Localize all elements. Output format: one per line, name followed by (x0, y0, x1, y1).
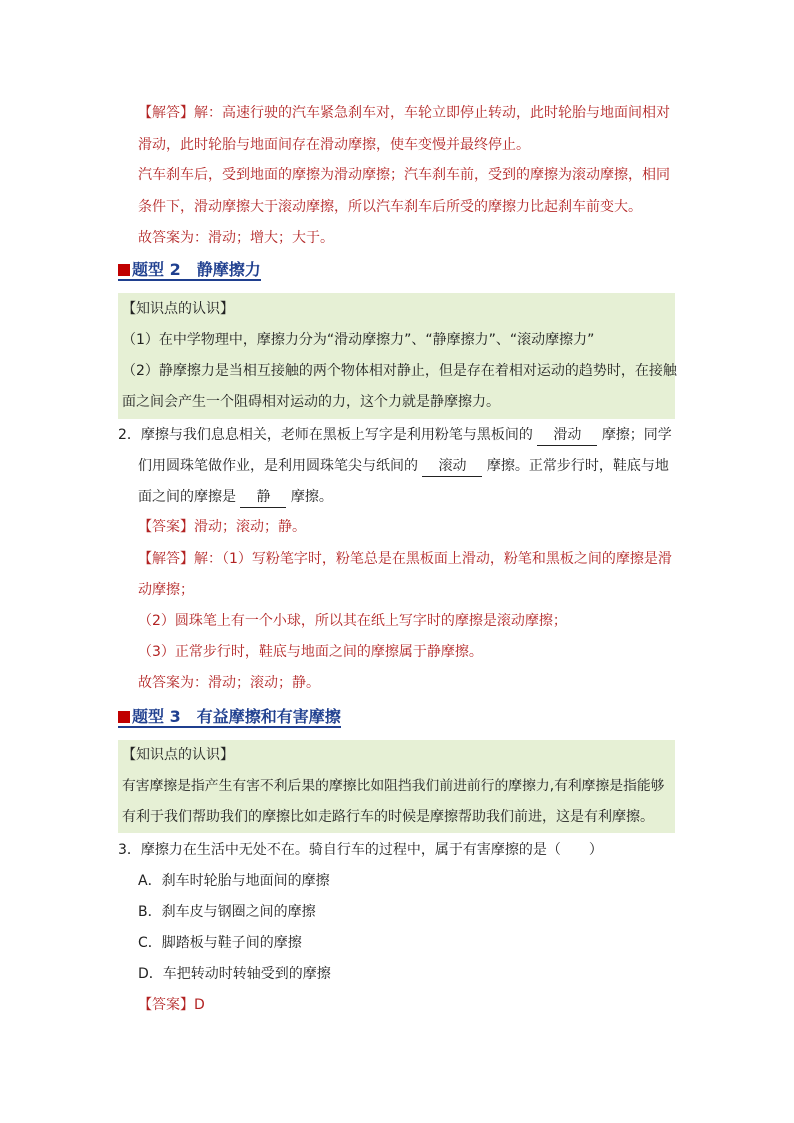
section-title-2: 题型 2 静摩擦力 (132, 260, 261, 279)
option-b: B．刹车皮与钢圈之间的摩擦 (138, 904, 316, 920)
solution-line-4: （3）正常步行时，鞋底与地面之间的摩擦属于静摩擦。 (138, 644, 483, 660)
heading-underline (118, 279, 261, 281)
solution-conclusion: 故答案为：滑动；滚动；静。 (138, 675, 320, 691)
question-text: 们用圆珠笔做作业，是利用圆珠笔尖与纸间的 (138, 458, 418, 474)
knowledge-line-1: （1）在中学物理中，摩擦力分为“滑动摩擦力”、“静摩擦力”、“滚动摩擦力” (122, 332, 595, 348)
answer-blank-1: 滑动 (537, 425, 597, 446)
knowledge-box-3 (118, 740, 675, 833)
solution-line-3: 汽车刹车后，受到地面的摩擦为滑动摩擦；汽车刹车前，受到的摩擦为滚动摩擦，相同 (138, 167, 670, 183)
question-text: 2．摩擦与我们息息相关，老师在黑板上写字是利用粉笔与黑板间的 (118, 427, 533, 443)
question-text: 摩擦。正常步行时，鞋底与地 (486, 458, 669, 474)
heading-marker-icon (118, 264, 130, 276)
section-title-3: 题型 3 有益摩擦和有害摩擦 (132, 707, 341, 726)
answer-blank-2: 滚动 (422, 456, 482, 477)
knowledge-title: 【知识点的认识】 (122, 747, 234, 763)
option-d: D．车把转动时转轴受到的摩擦 (138, 966, 331, 982)
section-heading-3 (118, 702, 341, 728)
question-2-line-2 (138, 456, 669, 476)
option-c: C．脚踏板与鞋子间的摩擦 (138, 935, 302, 951)
option-a: A．刹车时轮胎与地面间的摩擦 (138, 873, 330, 889)
heading-marker-icon (118, 711, 130, 723)
solution-line-4: 条件下，滑动摩擦大于滚动摩擦，所以汽车刹车后所受的摩擦力比起刹车前变大。 (138, 199, 642, 215)
question-3-stem: 3．摩擦力在生活中无处不在。骑自行车的过程中，属于有害摩擦的是（ ） (118, 842, 603, 858)
section-heading-2 (118, 255, 261, 281)
question-2-line-1 (118, 425, 672, 445)
answer-blank-3: 静 (240, 487, 286, 508)
solution-conclusion: 故答案为：滑动；增大；大于。 (138, 230, 334, 246)
knowledge-line-2: 有利于我们帮助我们的摩擦比如走路行车的时候是摩擦帮助我们前进，这是有利摩擦。 (122, 809, 654, 825)
question-text: 摩擦；同学 (601, 427, 672, 443)
knowledge-title: 【知识点的认识】 (122, 301, 234, 317)
knowledge-line-3: 面之间会产生一个阻碍相对运动的力，这个力就是静摩擦力。 (122, 394, 500, 410)
heading-underline (118, 726, 341, 728)
knowledge-line-1: 有害摩擦是指产生有害不利后果的摩擦比如阻挡我们前进前行的摩擦力,有利摩擦是指能够 (122, 778, 665, 794)
question-text: 摩擦。 (290, 489, 333, 505)
answer-line: 【答案】D (138, 997, 205, 1013)
solution-line-2: 滑动，此时轮胎与地面间存在滑动摩擦，使车变慢并最终停止。 (138, 137, 530, 153)
solution-line-1: 【解答】解：高速行驶的汽车紧急刹车对，车轮立即停止转动，此时轮胎与地面间相对 (138, 105, 670, 121)
answer-line: 【答案】滑动；滚动；静。 (138, 519, 306, 535)
solution-line-1: 【解答】解：（1）写粉笔字时，粉笔总是在黑板面上滑动，粉笔和黑板之间的摩擦是滑 (138, 551, 672, 567)
question-2-line-3 (138, 487, 333, 507)
solution-line-3: （2）圆珠笔上有一个小球，所以其在纸上写字时的摩擦是滚动摩擦； (138, 613, 567, 629)
solution-line-2: 动摩擦； (138, 582, 194, 598)
knowledge-line-2: （2）静摩擦力是当相互接触的两个物体相对静止，但是存在着相对运动的趋势时，在接触 (122, 363, 677, 379)
question-text: 面之间的摩擦是 (138, 489, 236, 505)
knowledge-box-2 (118, 293, 675, 419)
